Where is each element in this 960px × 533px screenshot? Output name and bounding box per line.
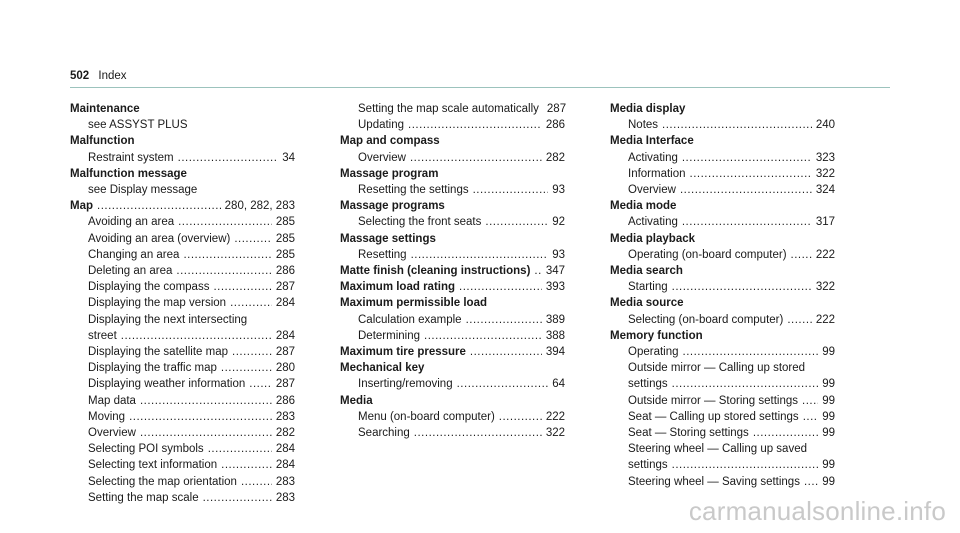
index-heading xyxy=(340,166,565,182)
page-reference[interactable]: 286 xyxy=(275,394,295,407)
index-heading xyxy=(610,198,835,214)
dot-leader xyxy=(787,312,811,328)
dot-leader xyxy=(682,214,812,230)
page-reference[interactable]: 222 xyxy=(815,248,835,261)
dot-leader xyxy=(203,490,272,506)
index-subentry xyxy=(610,214,835,230)
page-reference[interactable]: 317 xyxy=(815,216,835,229)
page-reference[interactable]: 286 xyxy=(275,265,295,278)
page-reference[interactable]: 93 xyxy=(552,184,565,197)
index-subentry xyxy=(610,441,835,457)
page-reference[interactable]: 280, 282, 283 xyxy=(224,200,295,213)
dot-leader xyxy=(672,376,819,392)
watermark: carmanualsonline.info xyxy=(688,496,946,526)
entry-label: Displaying the traffic map xyxy=(88,362,217,375)
entry-label: Steering wheel — Calling up saved xyxy=(628,443,807,456)
dot-leader xyxy=(473,182,549,198)
dot-leader xyxy=(232,344,272,360)
index-subentry xyxy=(340,101,565,117)
page-reference[interactable]: 99 xyxy=(822,346,835,359)
page-reference[interactable]: 280 xyxy=(275,362,295,375)
page-reference[interactable]: 284 xyxy=(275,329,295,342)
page-reference[interactable]: 282 xyxy=(275,427,295,440)
entry-label: Selecting the map orientation xyxy=(88,475,237,488)
dot-leader xyxy=(802,393,818,409)
entry-label: Media search xyxy=(610,265,683,278)
index-subentry xyxy=(340,409,565,425)
index-heading xyxy=(70,198,295,214)
dot-leader xyxy=(129,409,272,425)
index-subentry xyxy=(610,150,835,166)
entry-label: Deleting an area xyxy=(88,265,173,278)
index-subentry xyxy=(340,425,565,441)
dot-leader xyxy=(457,376,549,392)
page-reference[interactable]: 394 xyxy=(545,346,565,359)
index-subentry xyxy=(70,490,295,506)
entry-label: Notes xyxy=(628,119,659,132)
dot-leader xyxy=(410,150,542,166)
dot-leader xyxy=(485,214,548,230)
page-number: 502 xyxy=(70,70,90,82)
page-reference[interactable]: 388 xyxy=(545,329,565,342)
index-subentry xyxy=(70,393,295,409)
page-reference[interactable]: 287 xyxy=(275,281,295,294)
dot-leader xyxy=(221,360,272,376)
index-subentry xyxy=(70,263,295,279)
entry-label: Determining xyxy=(358,329,420,342)
page-reference[interactable]: 283 xyxy=(275,491,295,504)
entry-label: Operating (on-board computer) xyxy=(628,248,787,261)
entry-label: Steering wheel — Saving settings xyxy=(628,475,800,488)
index-heading xyxy=(340,279,565,295)
page-reference[interactable]: 92 xyxy=(552,216,565,229)
index-subentry xyxy=(610,409,835,425)
entry-label: Overview xyxy=(628,184,676,197)
dot-leader xyxy=(249,376,272,392)
index-column-1 xyxy=(70,101,295,506)
index-heading xyxy=(340,360,565,376)
index-subentry xyxy=(610,182,835,198)
dot-leader xyxy=(178,150,279,166)
dot-leader xyxy=(803,409,819,425)
page-reference[interactable]: 287 xyxy=(546,103,567,115)
dot-leader xyxy=(683,344,819,360)
index-heading xyxy=(610,231,835,247)
entry-label: Restraint system xyxy=(88,151,174,164)
index-heading xyxy=(610,295,835,311)
entry-label: Resetting xyxy=(358,248,407,261)
page-reference[interactable]: 322 xyxy=(815,167,835,180)
index-subentry xyxy=(70,312,295,328)
page-reference[interactable]: 64 xyxy=(552,378,565,391)
dot-leader xyxy=(499,409,542,425)
page-reference[interactable]: 99 xyxy=(822,378,835,391)
entry-label: Massage program xyxy=(340,167,439,180)
index-column-2 xyxy=(340,101,565,441)
page-reference[interactable]: 322 xyxy=(815,281,835,294)
entry-label: Maintenance xyxy=(70,103,140,115)
entry-label: Maximum tire pressure xyxy=(340,346,466,359)
index-subentry xyxy=(340,328,565,344)
entry-label: Overview xyxy=(88,427,136,440)
index-heading xyxy=(340,263,565,279)
index-subentry xyxy=(70,182,295,198)
index-heading xyxy=(610,263,835,279)
page-reference[interactable]: 287 xyxy=(275,346,295,359)
index-column-3 xyxy=(610,101,835,490)
index-heading xyxy=(340,231,565,247)
entry-label: Information xyxy=(628,167,686,180)
dot-leader xyxy=(753,425,818,441)
dot-leader xyxy=(230,295,272,311)
dot-leader xyxy=(470,344,542,360)
page-reference[interactable]: 393 xyxy=(545,281,565,294)
entry-label: Map xyxy=(70,200,93,213)
dot-leader xyxy=(176,263,271,279)
section-title: Index xyxy=(98,70,127,82)
entry-label: Operating xyxy=(628,346,679,359)
entry-label: Displaying the next intersecting xyxy=(88,313,248,326)
index-subentry xyxy=(70,295,295,311)
page-reference[interactable]: 99 xyxy=(822,394,835,407)
entry-label: Changing an area xyxy=(88,248,180,261)
dot-leader xyxy=(408,117,542,133)
entry-label: Avoiding an area xyxy=(88,216,175,229)
dot-leader xyxy=(140,393,272,409)
index-heading xyxy=(610,328,835,344)
entry-label: Media mode xyxy=(610,200,677,213)
entry-label: Media Interface xyxy=(610,135,694,148)
index-subentry xyxy=(70,425,295,441)
index-subentry xyxy=(70,279,295,295)
index-subentry xyxy=(610,279,835,295)
index-subentry xyxy=(340,117,565,133)
page-reference[interactable]: 282 xyxy=(545,151,565,164)
header-divider xyxy=(70,87,890,88)
page-reference[interactable]: 284 xyxy=(275,443,295,456)
page-reference[interactable]: 99 xyxy=(822,410,835,423)
page-reference[interactable]: 284 xyxy=(275,459,295,472)
index-subentry xyxy=(340,312,565,328)
entry-label: Activating xyxy=(628,216,678,229)
index-subentry xyxy=(70,117,295,133)
page-reference[interactable]: 34 xyxy=(282,151,295,164)
index-subentry xyxy=(610,344,835,360)
dot-leader xyxy=(682,150,812,166)
dot-leader xyxy=(241,474,272,490)
dot-leader xyxy=(680,182,812,198)
dot-leader xyxy=(121,328,272,344)
page-reference[interactable]: 284 xyxy=(275,297,295,310)
index-heading xyxy=(70,101,295,117)
index-heading xyxy=(340,295,565,311)
index-subentry xyxy=(340,182,565,198)
index-subentry xyxy=(340,376,565,392)
index-subentry xyxy=(70,409,295,425)
page-reference[interactable]: 347 xyxy=(545,265,565,278)
entry-label: Selecting POI symbols xyxy=(88,443,204,456)
index-subentry xyxy=(340,214,565,230)
dot-leader xyxy=(459,279,542,295)
index-subentry xyxy=(340,150,565,166)
entry-label: Map data xyxy=(88,394,136,407)
dot-leader xyxy=(414,425,542,441)
dot-leader xyxy=(178,214,272,230)
entry-label: Malfunction message xyxy=(70,167,187,180)
entry-label: Moving xyxy=(88,410,126,423)
entry-label: Resetting the settings xyxy=(358,184,469,197)
page-reference[interactable]: 285 xyxy=(275,232,295,245)
entry-label: Menu (on-board computer) xyxy=(358,410,495,423)
page-reference[interactable]: 283 xyxy=(275,475,295,488)
entry-label: Maximum permissible load xyxy=(340,297,487,310)
entry-label: Updating xyxy=(358,119,405,132)
entry-label: Maximum load rating xyxy=(340,281,456,294)
entry-label: Displaying the compass xyxy=(88,281,210,294)
dot-leader xyxy=(213,279,271,295)
entry-label: Selecting the front seats xyxy=(358,216,482,229)
index-heading xyxy=(340,133,565,149)
index-subentry xyxy=(610,376,835,392)
index-subentry xyxy=(610,425,835,441)
index-subentry xyxy=(70,360,295,376)
entry-label: Seat — Storing settings xyxy=(628,427,749,440)
dot-leader xyxy=(690,166,812,182)
entry-label: Selecting text information xyxy=(88,459,218,472)
entry-label: Media playback xyxy=(610,232,696,245)
index-subentry xyxy=(610,117,835,133)
page-reference[interactable]: 285 xyxy=(275,248,295,261)
entry-label: Calculation example xyxy=(358,313,462,326)
entry-label: Selecting (on-board computer) xyxy=(628,313,784,326)
dot-leader xyxy=(672,457,819,473)
entry-label: Starting xyxy=(628,281,668,294)
entry-label: Outside mirror — Calling up stored xyxy=(628,362,806,375)
page-reference[interactable]: 324 xyxy=(815,184,835,197)
dot-leader xyxy=(140,425,272,441)
dot-leader xyxy=(466,312,542,328)
index-subentry xyxy=(610,393,835,409)
page-reference[interactable]: 93 xyxy=(552,248,565,261)
page-reference[interactable]: 99 xyxy=(822,427,835,440)
entry-label: Map and compass xyxy=(340,135,440,148)
page-reference[interactable]: 240 xyxy=(815,119,835,132)
index-heading xyxy=(340,344,565,360)
page-reference[interactable]: 286 xyxy=(545,119,565,132)
index-subentry xyxy=(70,231,295,247)
entry-label: settings xyxy=(628,378,668,391)
entry-label: see ASSYST PLUS xyxy=(88,119,188,132)
index-subentry xyxy=(70,150,295,166)
entry-label: Setting the map scale automatically xyxy=(358,103,539,115)
dot-leader xyxy=(183,247,271,263)
entry-label: Media xyxy=(340,394,373,407)
entry-label: Massage programs xyxy=(340,200,445,213)
entry-label: street xyxy=(88,329,117,342)
entry-label: Media source xyxy=(610,297,684,310)
entry-label: Searching xyxy=(358,427,410,440)
page-reference[interactable]: 99 xyxy=(822,475,835,488)
dot-leader xyxy=(97,198,221,214)
entry-label: settings xyxy=(628,459,668,472)
dot-leader xyxy=(208,441,272,457)
page-reference[interactable]: 283 xyxy=(275,410,295,423)
page-reference[interactable]: 222 xyxy=(815,313,835,326)
index-subentry xyxy=(610,247,835,263)
page-reference[interactable]: 323 xyxy=(815,151,835,164)
dot-leader xyxy=(424,328,542,344)
index-subentry xyxy=(70,344,295,360)
entry-label: Setting the map scale xyxy=(88,491,199,504)
index-subentry xyxy=(340,247,565,263)
entry-label: Massage settings xyxy=(340,232,436,245)
dot-leader xyxy=(672,279,812,295)
page-reference[interactable]: 99 xyxy=(822,459,835,472)
index-subentry xyxy=(70,247,295,263)
dot-leader xyxy=(662,117,812,133)
entry-label: Activating xyxy=(628,151,678,164)
index-subentry xyxy=(610,166,835,182)
index-subentry xyxy=(70,457,295,473)
entry-label: Malfunction xyxy=(70,135,135,148)
dot-leader xyxy=(411,247,549,263)
index-heading xyxy=(70,166,295,182)
page-header xyxy=(70,70,127,82)
page-reference[interactable]: 222 xyxy=(545,410,565,423)
entry-label: Mechanical key xyxy=(340,362,425,375)
entry-label: Seat — Calling up stored settings xyxy=(628,410,799,423)
entry-label: Outside mirror — Storing settings xyxy=(628,394,799,407)
index-heading xyxy=(340,198,565,214)
index-subentry xyxy=(70,214,295,230)
entry-label: Displaying the map version xyxy=(88,297,227,310)
entry-label: Matte finish (cleaning instructions) xyxy=(340,265,531,278)
entry-label: Displaying weather information xyxy=(88,378,246,391)
entry-label: Overview xyxy=(358,151,406,164)
page-reference[interactable]: 322 xyxy=(545,427,565,440)
entry-label: Media display xyxy=(610,103,686,115)
index-subentry xyxy=(610,360,835,376)
dot-leader xyxy=(221,457,272,473)
index-heading xyxy=(610,101,835,117)
entry-label: Displaying the satellite map xyxy=(88,346,228,359)
entry-label: Memory function xyxy=(610,329,703,342)
index-heading xyxy=(70,133,295,149)
dot-leader xyxy=(791,247,812,263)
page-reference[interactable]: 285 xyxy=(275,216,295,229)
entry-label: Inserting/removing xyxy=(358,378,453,391)
page-reference[interactable]: 287 xyxy=(275,378,295,391)
index-subentry xyxy=(70,328,295,344)
index-subentry xyxy=(610,457,835,473)
entry-label: see Display message xyxy=(88,184,198,197)
index-subentry xyxy=(70,441,295,457)
entry-label: Avoiding an area (overview) xyxy=(88,232,231,245)
dot-leader xyxy=(234,231,271,247)
page-reference[interactable]: 389 xyxy=(545,313,565,326)
index-subentry xyxy=(610,474,835,490)
index-heading xyxy=(340,393,565,409)
index-subentry xyxy=(610,312,835,328)
dot-leader xyxy=(534,263,541,279)
index-subentry xyxy=(70,474,295,490)
dot-leader xyxy=(804,474,818,490)
index-subentry xyxy=(70,376,295,392)
index-heading xyxy=(610,133,835,149)
